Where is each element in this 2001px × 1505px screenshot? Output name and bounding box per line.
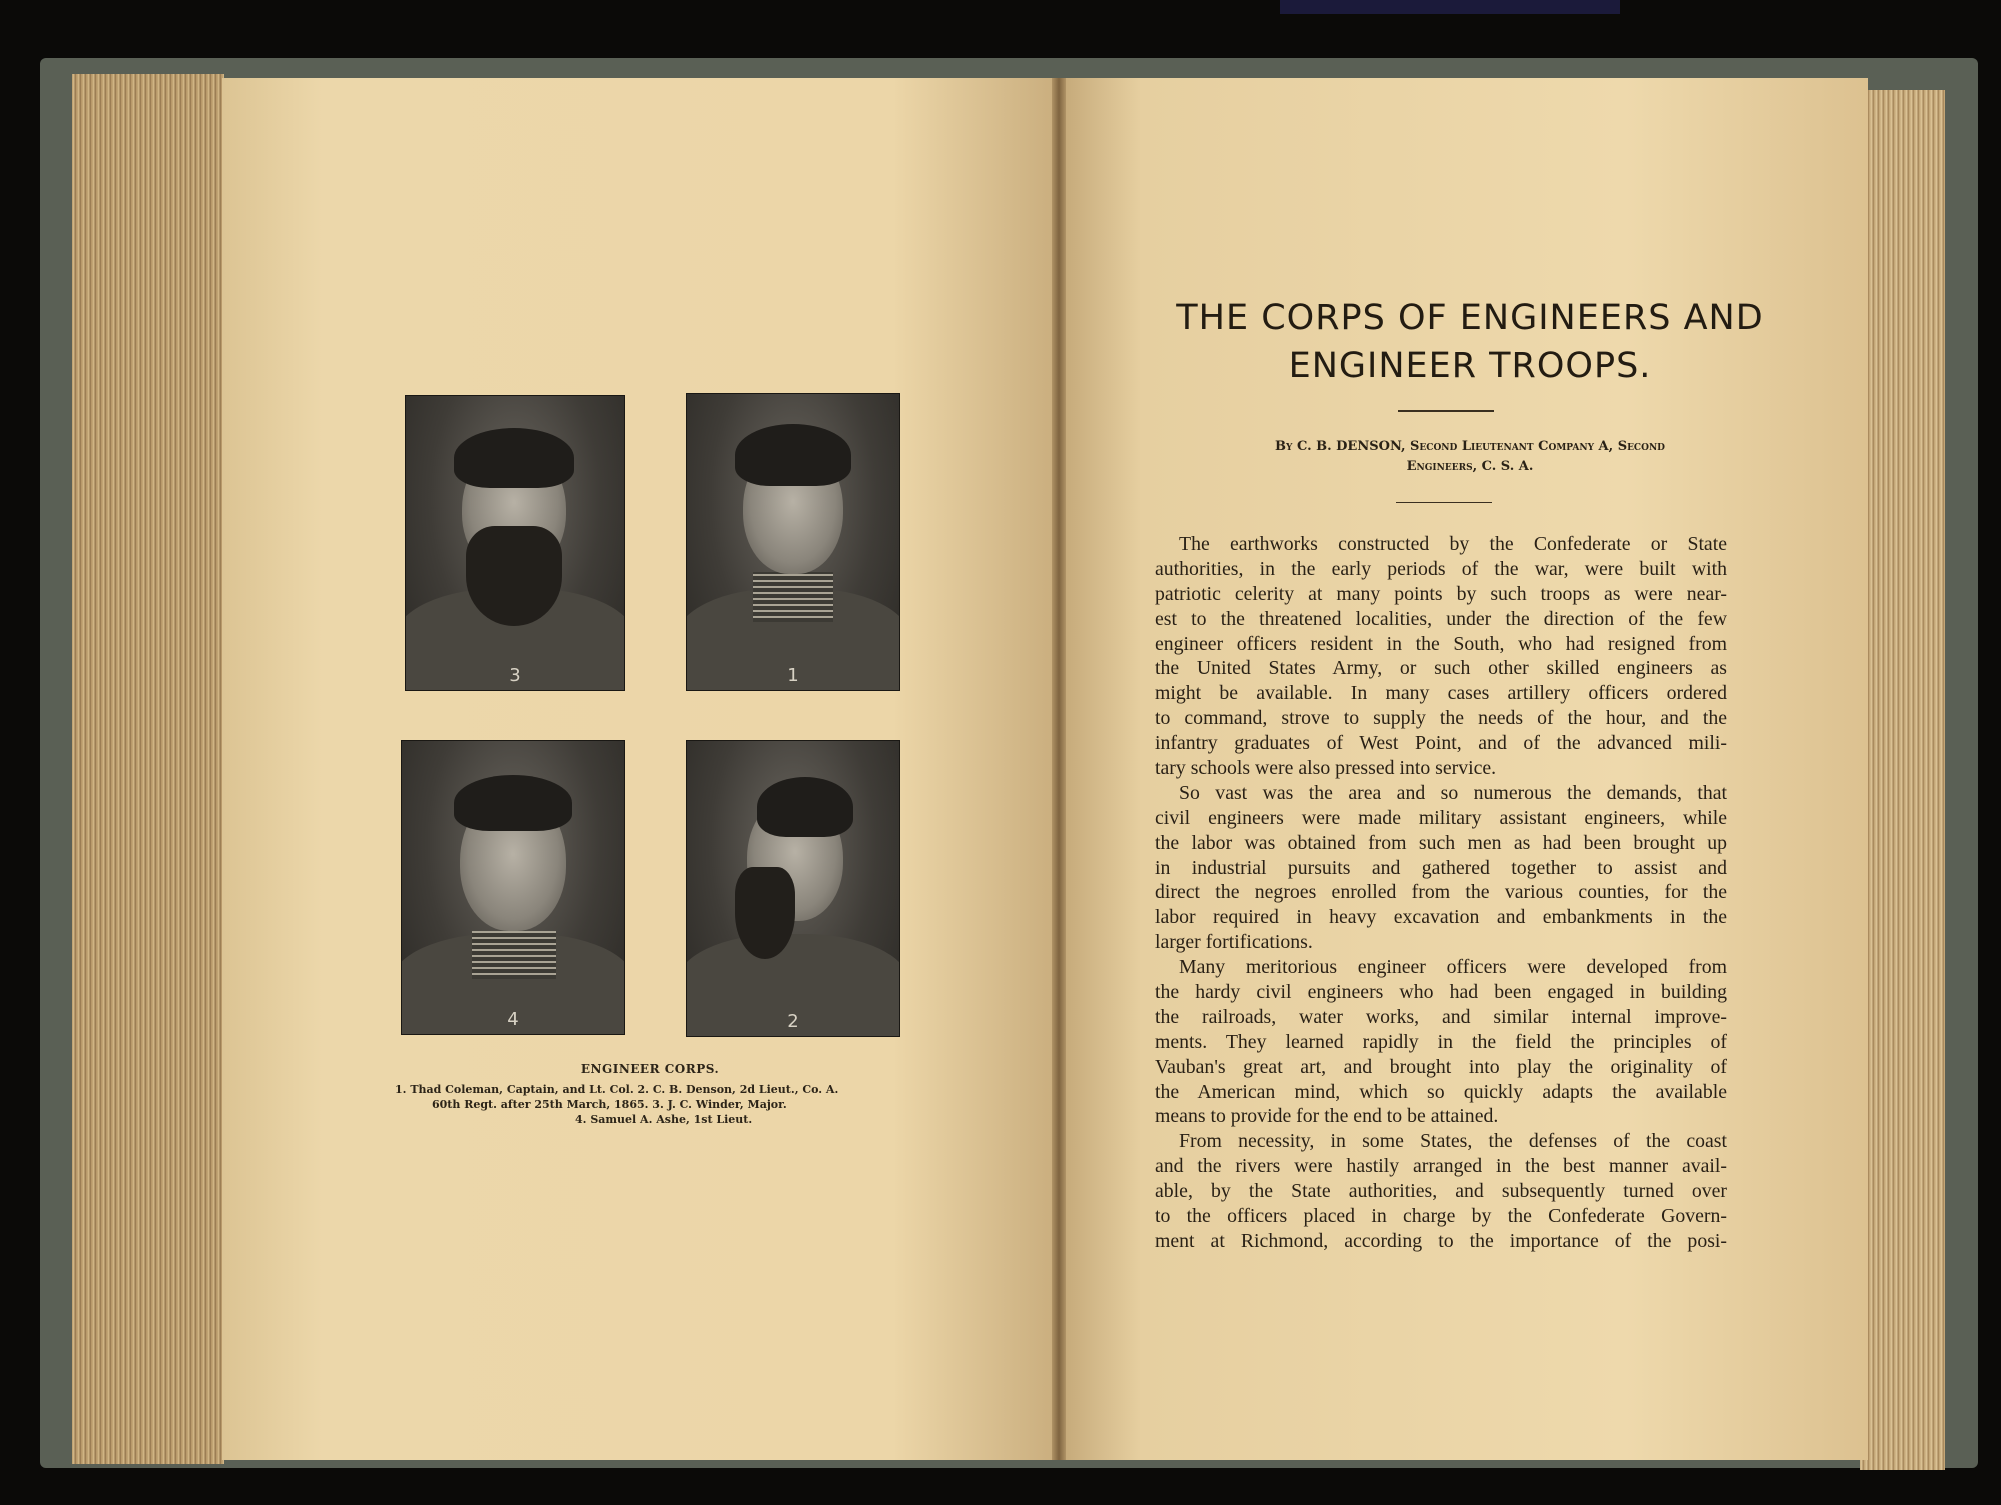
body-line: The earthworks constructed by the Confederate or State (1179, 533, 1727, 555)
body-line: larger fortifications. (1155, 931, 1313, 954)
portrait-2 (686, 740, 900, 1037)
body-line: engineer officers resident in the South, who had resigned from (1155, 632, 1727, 655)
body-line: ments. They learned rapidly in the field the principles of (1155, 1030, 1727, 1053)
portrait-number: 2 (787, 1011, 799, 1032)
figure-caption-title: ENGINEER CORPS. (580, 1062, 720, 1076)
body-line: infantry graduates of West Point, and of the advanced mili- (1155, 732, 1727, 755)
body-line: est to the threatened localities, under the direction of the few (1155, 607, 1727, 630)
portrait-number: 4 (507, 1009, 519, 1030)
figure-caption-line: 4. Samuel A. Ashe, 1st Lieut. (575, 1113, 753, 1126)
label-tab (1280, 0, 1620, 14)
page-edges-left (72, 74, 224, 1464)
body-line: tary schools were also pressed into service. (1155, 757, 1497, 780)
portrait-3 (405, 395, 625, 691)
body-line: in industrial pursuits and gathered together to assist and (1155, 856, 1727, 879)
body-line: patriotic celerity at many points by such troops as were near- (1155, 582, 1727, 605)
byline-rule (1396, 502, 1492, 503)
portrait-number: 3 (509, 665, 521, 686)
body-line: to the officers placed in charge by the Confederate Govern- (1155, 1205, 1727, 1228)
portrait-1 (686, 393, 900, 691)
body-line: able, by the State authorities, and subsequently turned over (1155, 1180, 1727, 1203)
body-line: labor required in heavy excavation and embankments in the (1155, 906, 1727, 929)
body-line: means to provide for the end to be attained. (1155, 1105, 1499, 1128)
byline-line: Engineers, C. S. A. (1406, 459, 1534, 474)
body-line: direct the negroes enrolled from the various counties, for the (1155, 881, 1727, 904)
left-page (222, 78, 1060, 1460)
body-line: civil engineers were made military assistant engineers, while (1155, 806, 1727, 829)
title-rule (1398, 410, 1494, 412)
body-line: the American mind, which so quickly adapts the available (1155, 1080, 1727, 1103)
portrait-4 (401, 740, 625, 1035)
body-line: the labor was obtained from such men as had been brought up (1155, 831, 1727, 854)
figure-caption-line: 1. Thad Coleman, Captain, and Lt. Col. 2. C. B. Denson, 2d Lieut., Co. A. (395, 1083, 839, 1096)
body-line: ment at Richmond, according to the importance of the posi- (1155, 1229, 1727, 1252)
byline-line: By C. B. DENSON, Second Lieutenant Company A, Second (1275, 439, 1665, 454)
body-line: might be available. In many cases artillery officers ordered (1155, 682, 1727, 705)
body-line: From necessity, in some States, the defenses of the coast (1179, 1130, 1727, 1153)
body-line: the hardy civil engineers who had been engaged in building (1155, 981, 1727, 1004)
body-line: the United States Army, or such other skilled engineers as (1155, 657, 1727, 680)
body-line: to command, strove to supply the needs of the hour, and the (1155, 707, 1727, 730)
chapter-title-line: THE CORPS OF ENGINEERS AND (1176, 298, 1764, 338)
body-line: the railroads, water works, and similar internal improve- (1155, 1005, 1727, 1028)
chapter-title-line: ENGINEER TROOPS. (1288, 346, 1652, 386)
body-line: So vast was the area and so numerous the demands, that (1179, 781, 1727, 804)
body-line: and the rivers were hastily arranged in the best manner avail- (1155, 1155, 1727, 1178)
body-line: authorities, in the early periods of the war, were built with (1155, 557, 1727, 580)
body-line: Many meritorious engineer officers were developed from (1179, 956, 1727, 979)
portrait-number: 1 (787, 665, 799, 686)
page-edges-right (1860, 90, 1945, 1470)
body-line: Vauban's great art, and brought into play the originality of (1155, 1055, 1727, 1078)
book-gutter (1052, 78, 1066, 1460)
figure-caption-line: 60th Regt. after 25th March, 1865. 3. J. C. Winder, Major. (432, 1098, 787, 1111)
article-body (1155, 532, 1727, 1254)
